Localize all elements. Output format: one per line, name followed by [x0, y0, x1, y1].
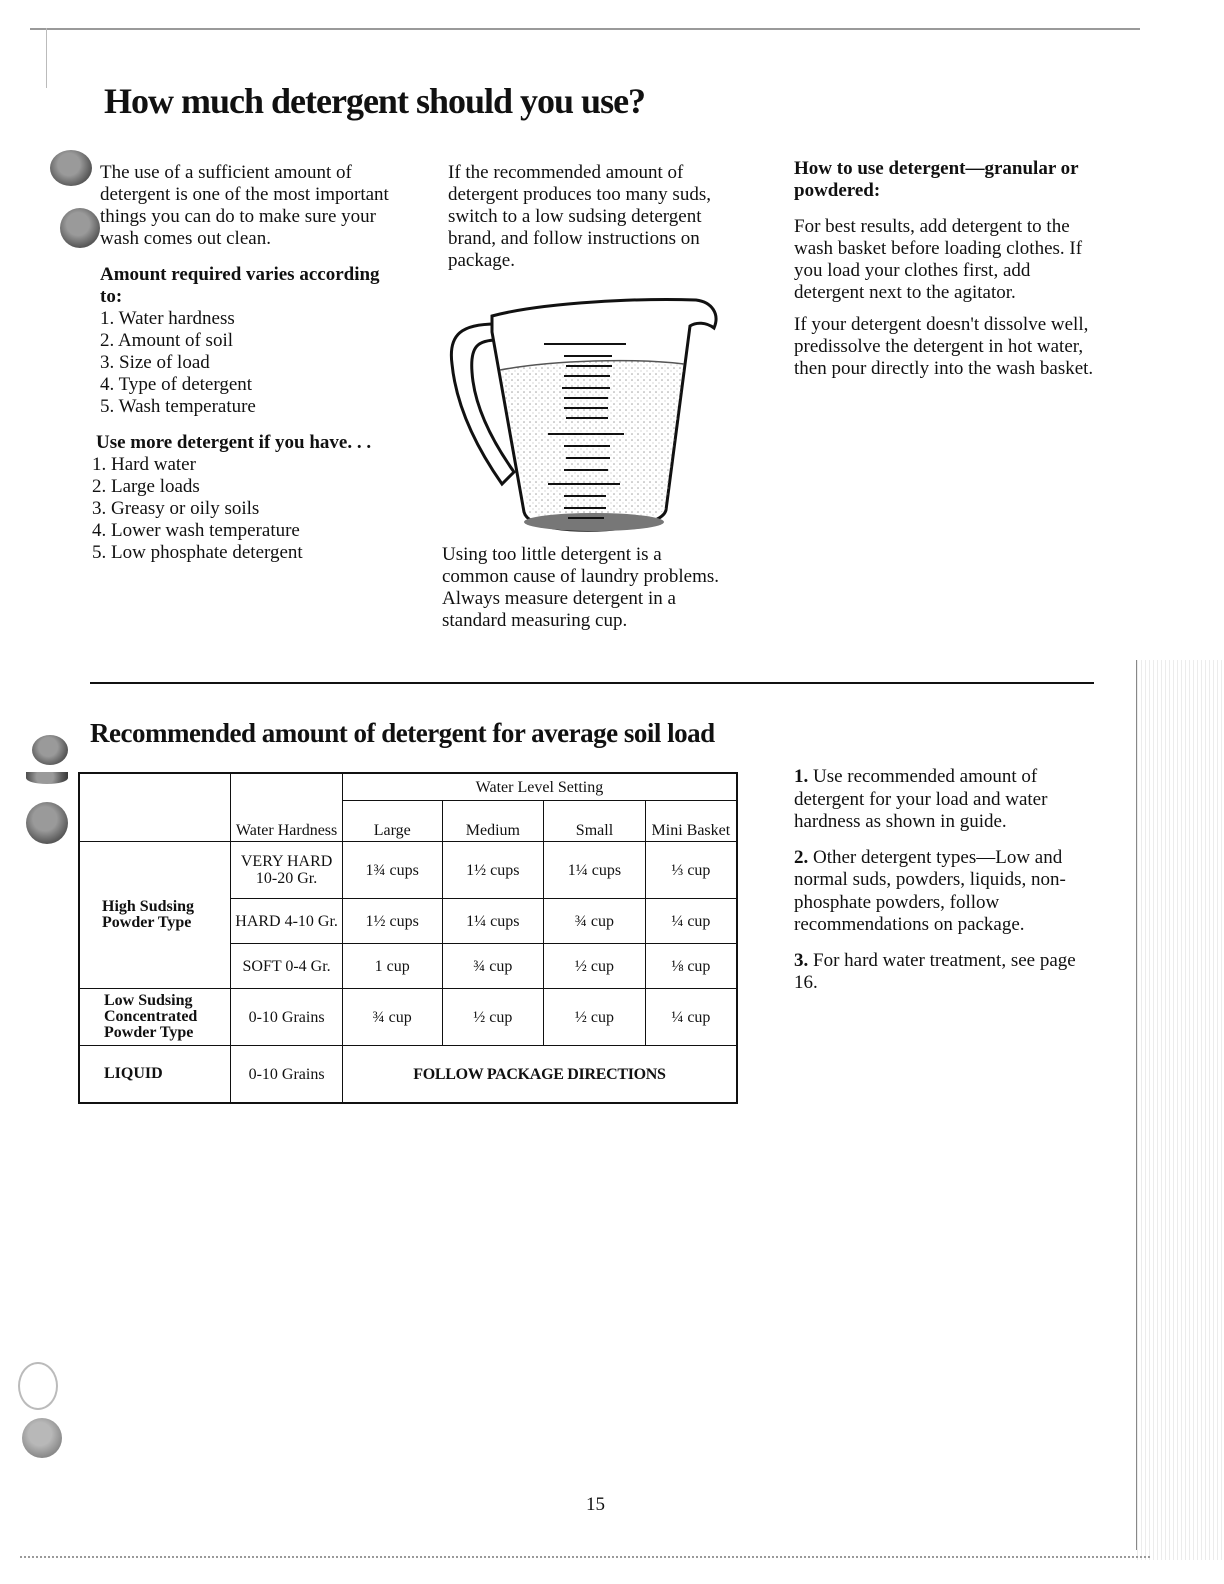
- varies-list: [100, 308, 400, 418]
- table-row: [79, 1046, 737, 1104]
- page-border-bottom: [20, 1556, 1150, 1558]
- water-hardness-header: Water Hardness: [231, 773, 343, 842]
- page-title: How much detergent should you use?: [104, 81, 646, 121]
- granular-heading: How to use detergent—granular or powdered:: [794, 158, 1079, 201]
- column-header: Small: [544, 801, 646, 842]
- page-border-left: [46, 28, 47, 88]
- table-cell: ¼ cup: [645, 899, 737, 944]
- water-level-header: Water Level Setting: [342, 773, 737, 801]
- list-item: 5. Low phosphate detergent: [92, 542, 303, 563]
- row-header-low-sudsing: Low Sudsing Concentrated Powder Type: [79, 989, 231, 1046]
- column-header: Mini Basket: [645, 801, 737, 842]
- suds-text: If the recommended amount of detergent produces too many suds, switch to a low sudsing detergent brand, and follow instructions on package.: [448, 162, 711, 271]
- cup-caption: [442, 544, 732, 632]
- binder-hole-icon: [26, 772, 68, 784]
- table-cell: 1¼ cups: [442, 899, 544, 944]
- binder-hole-icon: [22, 1418, 62, 1458]
- table-row: [79, 989, 737, 1046]
- table-row: [79, 773, 737, 801]
- note-text: Other detergent types—Low and normal suds, powders, liquids, non-phosphate powders, follow recommendations on package.: [794, 846, 1066, 935]
- table-cell: ½ cup: [544, 989, 646, 1046]
- table-cell: ⅓ cup: [645, 842, 737, 899]
- note-item: [794, 950, 1094, 995]
- note-number: 3.: [794, 949, 809, 971]
- table-cell: 1½ cups: [342, 899, 442, 944]
- column-3: [794, 158, 1094, 380]
- binder-hole-icon: [60, 208, 100, 248]
- column-2: [448, 162, 748, 272]
- column-1: [92, 162, 400, 564]
- note-item: [794, 847, 1094, 937]
- hardness-cell: HARD 4-10 Gr.: [231, 899, 343, 944]
- list-item: 1. Water hardness: [100, 308, 235, 329]
- note-text: For hard water treatment, see page 16.: [794, 949, 1076, 993]
- table-cell: 1¾ cups: [342, 842, 442, 899]
- more-list: [92, 454, 400, 564]
- list-item: 3. Greasy or oily soils: [92, 498, 260, 519]
- page-border-top: [30, 28, 1140, 30]
- hardness-cell: VERY HARD 10-20 Gr.: [231, 842, 343, 899]
- detergent-table: [78, 772, 738, 1104]
- varies-heading: Amount required varies according to:: [100, 264, 380, 307]
- list-item: 3. Size of load: [100, 352, 210, 373]
- list-item: 5. Wash temperature: [100, 396, 256, 417]
- binder-hole-icon: [32, 735, 68, 765]
- list-item: 1. Hard water: [92, 454, 196, 475]
- column-header: Medium: [442, 801, 544, 842]
- binder-hole-icon: [50, 150, 92, 186]
- hardness-cell: SOFT 0-4 Gr.: [231, 944, 343, 989]
- note-number: 1.: [794, 766, 809, 787]
- list-item: 4. Type of detergent: [100, 374, 253, 395]
- table-cell: ¼ cup: [645, 989, 737, 1046]
- granular-para-2: If your detergent doesn't dissolve well, predissolve the detergent in hot water, then pour directly into the wash basket.: [794, 314, 1094, 379]
- granular-para-1: For best results, add detergent to the wash basket before loading clothes. If you load your clothes first, add detergent next to the agitator.: [794, 216, 1083, 303]
- note-item: [794, 766, 1094, 834]
- hardness-cell: 0-10 Grains: [231, 1046, 343, 1104]
- table-cell: ⅛ cup: [645, 944, 737, 989]
- table-cell: 1 cup: [342, 944, 442, 989]
- table-cell: ¾ cup: [442, 944, 544, 989]
- cup-caption-text: Using too little detergent is a common cause of laundry problems. Always measure detergent in a standard measuring cup.: [442, 544, 720, 631]
- column-header: Large: [342, 801, 442, 842]
- table-cell: ¾ cup: [544, 899, 646, 944]
- row-header-high-sudsing: High Sudsing Powder Type: [79, 842, 231, 989]
- section-title: Recommended amount of detergent for average soil load: [90, 718, 715, 748]
- section-divider: [90, 682, 1094, 684]
- table-notes: [794, 766, 1094, 1008]
- page-number: 15: [586, 1494, 605, 1515]
- row-header-liquid: LIQUID: [79, 1046, 231, 1104]
- more-heading: Use more detergent if you have. . .: [96, 432, 372, 453]
- table-corner: [79, 773, 231, 842]
- table-cell: 1¼ cups: [544, 842, 646, 899]
- binder-hole-icon: [26, 802, 68, 844]
- hardness-cell: 0-10 Grains: [231, 989, 343, 1046]
- list-item: 4. Lower wash temperature: [92, 520, 300, 541]
- page-border-right: [1136, 660, 1137, 1550]
- scan-speckle: [1134, 660, 1224, 1560]
- follow-package-note: FOLLOW PACKAGE DIRECTIONS: [342, 1046, 737, 1104]
- binder-ring-icon: [18, 1362, 58, 1410]
- measuring-cup-icon: [444, 294, 724, 542]
- table-cell: ½ cup: [442, 989, 544, 1046]
- table-cell: 1½ cups: [442, 842, 544, 899]
- table-cell: ½ cup: [544, 944, 646, 989]
- list-item: 2. Large loads: [92, 476, 200, 497]
- list-item: 2. Amount of soil: [100, 330, 234, 351]
- note-number: 2.: [794, 846, 809, 868]
- intro-text: The use of a sufficient amount of detergent is one of the most important things you can do to make sure your wash comes out clean.: [100, 162, 389, 249]
- note-text: Use recommended amount of detergent for your load and water hardness as shown in guide.: [794, 766, 1048, 832]
- table-row: [79, 842, 737, 899]
- table-cell: ¾ cup: [342, 989, 442, 1046]
